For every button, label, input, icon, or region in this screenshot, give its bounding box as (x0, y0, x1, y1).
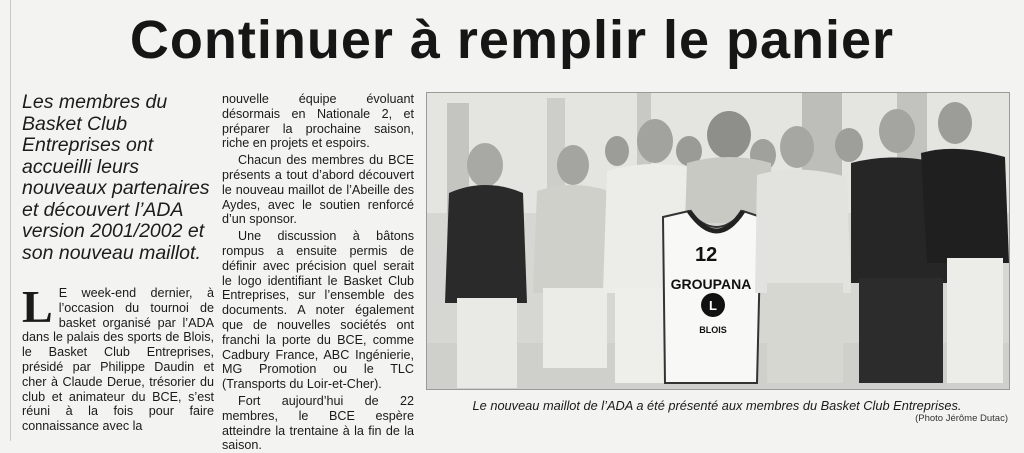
group-photo (426, 92, 1010, 390)
body-paragraph: Chacun des membres du BCE présents a tout d’abord découvert le nouveau maillot de l’Abeille des Aydes, avec le soutien renforcé d’un sponsor. (222, 153, 414, 227)
body-column-1-text: E week-end dernier, à l’occasion du tournoi de basket organisé par l’ADA dans le palais des sports de Blois, le Basket Club Entreprises, présidé par Philippe Daudin et cher à Claude Derue, trésorier du club et animateur du BCE, s’est réuni à la fois pour faire connaissance avec la (22, 286, 214, 434)
jersey-sponsor: GROUPANA (670, 276, 752, 292)
jersey-city: BLOIS (699, 325, 727, 335)
body-paragraph: Fort aujourd’hui de 22 membres, le BCE espère atteindre la trentaine à la fin de la saison. (222, 393, 414, 453)
body-column-2 (222, 92, 414, 453)
jersey-logo: L (709, 298, 717, 313)
photo-caption: Le nouveau maillot de l’ADA a été présenté aux membres du Basket Club Entreprises. (472, 398, 962, 413)
photo-credit: (Photo Jérôme Dutac) (915, 413, 1008, 424)
drop-cap: L (22, 281, 53, 332)
body-column-1 (22, 281, 214, 434)
group-photo-illustration (427, 93, 1009, 389)
body-paragraph: Une discussion à bâtons rompus a ensuite permis de définir avec précision quel serait le logo identifiant le Basket Club Entreprises, sur l’ensemble des documents. A noter également que de nouvelles sociétés ont franchi la porte du BCE, comme Cadbury France, ABC Ingénierie, MG Promotion ou le TLC (Transports du Loir-et-Cher). (222, 229, 414, 392)
jersey-number: 12 (695, 244, 718, 266)
jersey (663, 211, 761, 383)
lede-paragraph: Les membres du Basket Club Entreprises ont accueilli leurs nouveaux partenaires et découvert l’ADA version 2001/2002 et son nouveau maillot. (22, 91, 210, 264)
body-paragraph: nouvelle équipe évoluant désormais en Nationale 2, et préparer la prochaine saison, riche en projets et espoirs. (222, 92, 414, 151)
headline: Continuer à remplir le panier (129, 10, 895, 70)
